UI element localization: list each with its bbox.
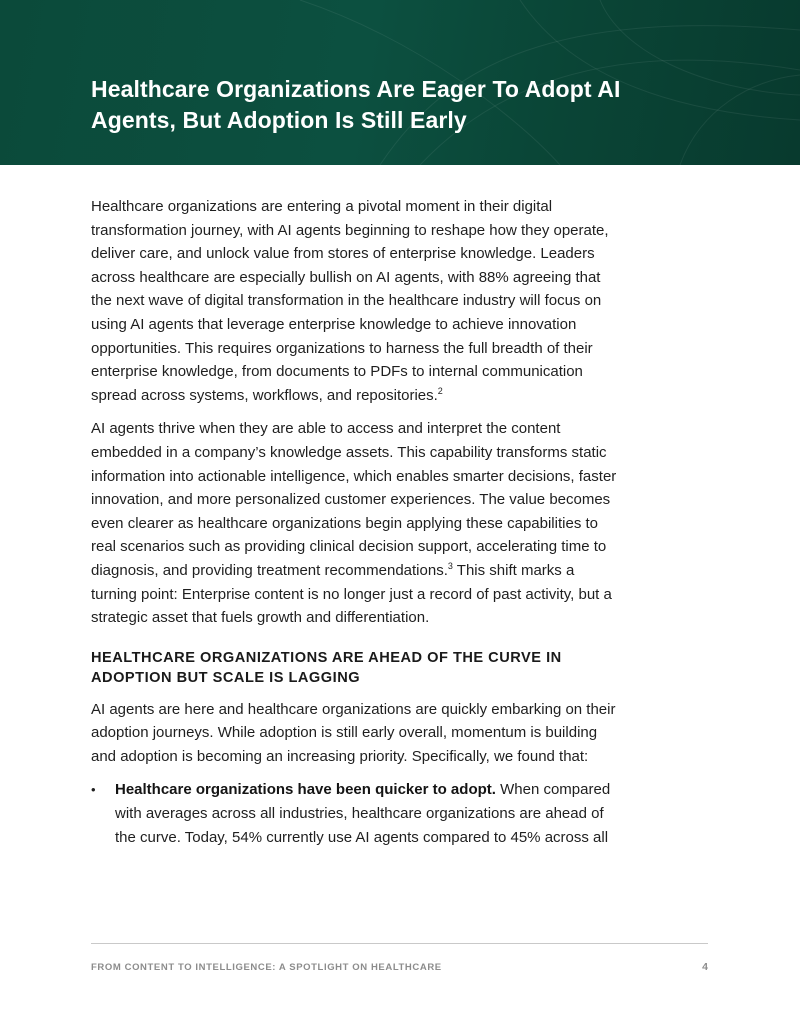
footer-document-title: FROM CONTENT TO INTELLIGENCE: A SPOTLIGHT ON HEALTHCARE bbox=[91, 962, 442, 973]
list-item-lead: Healthcare organizations have been quicker to adopt. bbox=[115, 781, 496, 799]
body-paragraph-2 bbox=[91, 417, 621, 629]
section-heading: HEALTHCARE ORGANIZATIONS ARE AHEAD OF THE CURVE IN ADOPTION BUT SCALE IS LAGGING bbox=[91, 649, 562, 686]
footnote-ref-3: 3 bbox=[447, 560, 453, 571]
footer-divider bbox=[91, 943, 708, 944]
bullet-marker: • bbox=[91, 782, 96, 798]
main-content bbox=[91, 195, 621, 849]
findings-list bbox=[91, 778, 621, 849]
footnote-ref-2: 2 bbox=[437, 385, 443, 396]
page-title: Healthcare Organizations Are Eager To Adopt AI Agents, But Adoption Is Still Early bbox=[91, 76, 621, 133]
header-banner bbox=[0, 0, 800, 165]
list-item-text: When compared with averages across all industries, healthcare organizations are ahead of the curve. Today, 54% currently use AI agents compared to 45% across all bbox=[115, 781, 611, 846]
section-intro-paragraph: AI agents are here and healthcare organizations are quickly embarking on their adoption journeys. While adoption is still early overall, momentum is building and adoption is becoming an increasing priority. Specifically, we found that: bbox=[91, 700, 616, 765]
body-paragraph-1 bbox=[91, 195, 621, 407]
page-number: 4 bbox=[702, 961, 708, 973]
paragraph-2-text-end: This shift marks a turning point: Enterprise content is no longer just a record of past activity, but a strategic asset that fuels growth and differentiation. bbox=[91, 561, 612, 627]
paragraph-1-text: Healthcare organizations are entering a pivotal moment in their digital transformation journey, with AI agents beginning to reshape how they operate, deliver care, and unlock value from stores of enterprise knowledge. Leaders across healthcare are especially bullish on AI agents, with 88% agreeing that the next wave of digital transformation in the healthcare industry will focus on using AI agents that leverage enterprise knowledge to achieve innovation opportunities. This requires organizations to harness the full breadth of their enterprise knowledge, from documents to PDFs to internal communication spread across systems, workflows, and repositories. bbox=[91, 198, 609, 404]
list-item bbox=[91, 778, 621, 849]
paragraph-2-text-start: AI agents thrive when they are able to access and interpret the content embedded in a company’s knowledge assets. This capability transforms static information into actionable intelligence, which enables smarter decisions, faster innovation, and more personalized customer experiences. The value becomes even clearer as healthcare organizations begin applying these capabilities to real scenarios such as providing clinical decision support, accelerating time to diagnosis, and providing treatment recommendations. bbox=[91, 420, 617, 579]
